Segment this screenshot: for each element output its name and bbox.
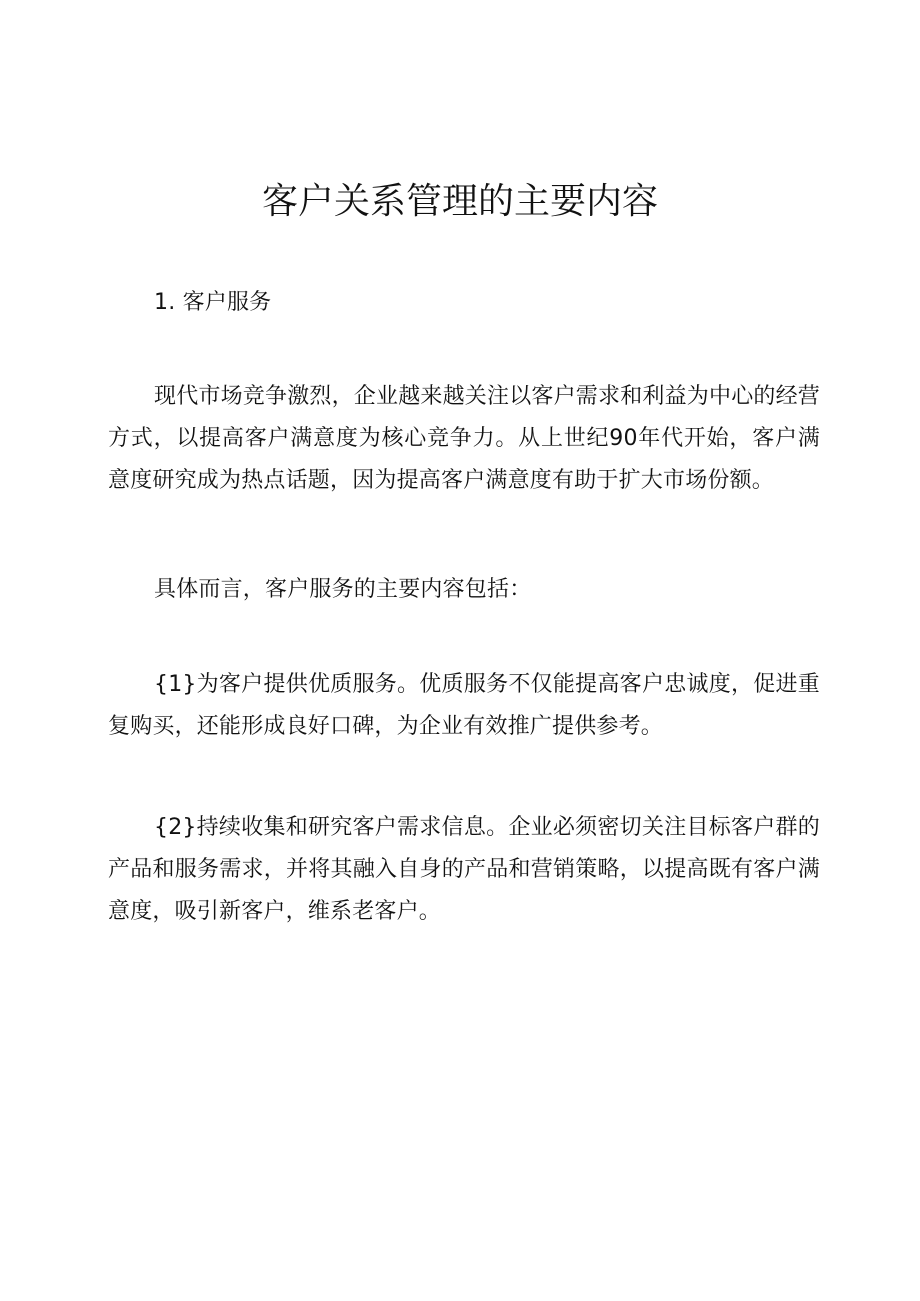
section-heading: 1. 客户服务 xyxy=(154,290,272,315)
paragraph-item-1: {1}为客户提供优质服务。优质服务不仅能提高客户忠诚度，促进重复购买，还能形成良好口碑，为企业有效推广提供参考。 xyxy=(108,672,820,739)
paragraph-item-2: {2}持续收集和研究客户需求信息。企业必须密切关注目标客户群的产品和服务需求，并将其融入自身的产品和营销策略，以提高既有客户满意度，吸引新客户，维系老客户。 xyxy=(108,815,820,924)
paragraph-intro: 现代市场竞争激烈，企业越来越关注以客户需求和利益为中心的经营方式，以提高客户满意度为核心竞争力。从上世纪90年代开始，客户满意度研究成为热点话题，因为提高客户满意度有助于扩大市场份额。 xyxy=(108,384,821,493)
paragraph-summary: 具体而言，客户服务的主要内容包括： xyxy=(154,577,532,602)
page-title: 客户关系管理的主要内容 xyxy=(261,181,658,222)
